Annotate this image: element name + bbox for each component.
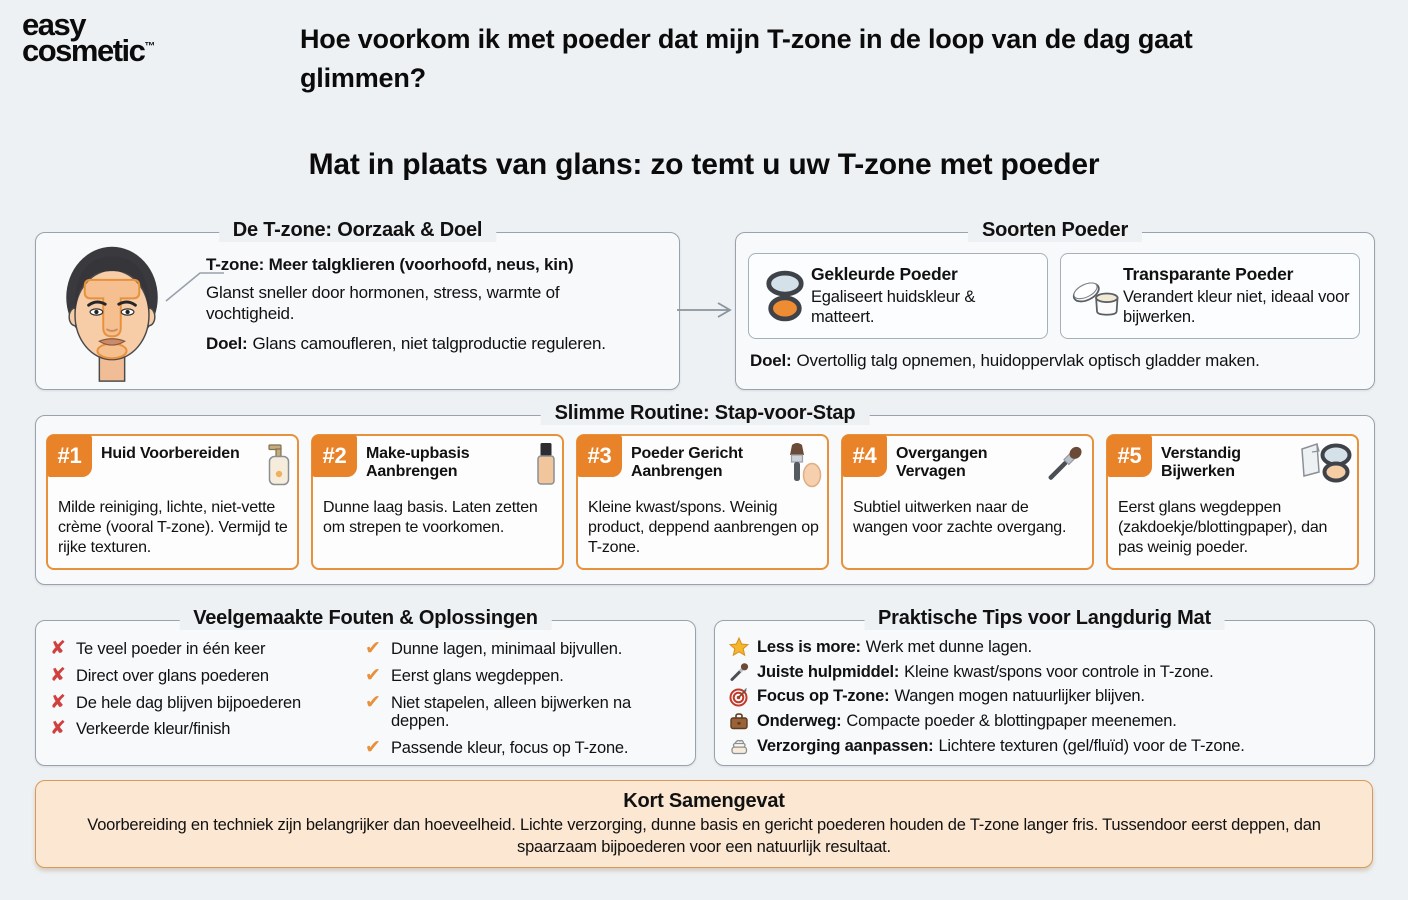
step-title: Verstandig Bijwerken <box>1161 445 1241 480</box>
powder-type-name: Gekleurde Poeder <box>811 264 958 285</box>
powder-type-desc: Egaliseert huidskleur & matteert. <box>811 288 976 326</box>
tzone-section-title: De T-zone: Oorzaak & Doel <box>219 219 497 242</box>
step-card-4 <box>841 434 1094 570</box>
solution-item: ✔ Passende kleur, focus op T-zone. <box>365 736 629 759</box>
cream-jar-icon <box>729 736 757 756</box>
x-mark-icon: ✘ <box>50 690 66 713</box>
logo-line1: easy <box>22 7 85 42</box>
powder-type-name: Transparante Poeder <box>1123 264 1294 285</box>
summary-text: Voorbereiding en techniek zijn belangrijker dan hoeveelheid. Lichte verzorging, dunne basis en gericht poederen houden de T-zone langer fris. Tussendoor eerst deppen, dan spaarzaam bijpoederen voor een natuurlijk resultaat. <box>87 816 1321 856</box>
routine-section-title: Slimme Routine: Stap-voor-Stap <box>541 402 870 425</box>
step-desc: Eerst glans wegdeppen (zakdoekje/blottingpaper), dan pas weinig poeder. <box>1118 499 1328 556</box>
tip-item: Onderweg: Compacte poeder & blottingpaper meenemen. <box>729 711 1364 732</box>
tip-item: Less is more: Werk met dunne lagen. <box>729 637 1364 658</box>
question-title: Hoe voorkom ik met poeder dat mijn T-zone in de loop van de dag gaat glimmen? <box>300 24 1193 94</box>
fouten-section-title: Veelgemaakte Fouten & Oplossingen <box>179 607 552 630</box>
step-desc: Subtiel uitwerken naar de wangen voor zachte overgang. <box>853 499 1067 536</box>
page-title: Mat in plaats van glans: zo temt u uw T-zone met poeder <box>308 148 1100 181</box>
mistake-item: ✘ Direct over glans poederen <box>50 663 269 686</box>
tip-item: Verzorging aanpassen: Lichtere texturen (gel/fluïd) voor de T-zone. <box>729 736 1364 757</box>
x-mark-icon: ✘ <box>50 637 66 659</box>
foundation-bottle-icon <box>535 441 557 492</box>
check-mark-icon: ✔ <box>365 690 381 713</box>
step-number-badge: #5 <box>1107 435 1152 477</box>
step-card-2 <box>311 434 564 570</box>
step-number-badge: #4 <box>842 435 887 477</box>
step-title: Poeder Gericht Aanbrengen <box>631 445 743 480</box>
check-mark-icon: ✔ <box>365 736 381 759</box>
tzone-section <box>35 219 680 390</box>
brand-logo <box>22 7 156 69</box>
solution-item: ✔ Eerst glans wegdeppen. <box>365 663 564 686</box>
face-tzone-illustration <box>48 239 176 385</box>
mistake-item: ✘ De hele dag blijven bijpoederen <box>50 690 301 713</box>
step-number-badge: #2 <box>312 435 357 477</box>
x-mark-icon: ✘ <box>50 663 66 686</box>
tip-item: Juiste hulpmiddel: Kleine kwast/spons voor controle in T-zone. <box>729 662 1364 683</box>
gekleurde-poeder-card <box>748 253 1048 339</box>
arrow-right-icon <box>676 300 736 320</box>
step-number-badge: #3 <box>577 435 622 477</box>
summary-title: Kort Samengevat <box>623 790 785 812</box>
step-title: Overgangen Vervagen <box>896 445 988 480</box>
tips-section <box>714 607 1375 766</box>
target-icon <box>729 687 757 707</box>
tips-section-title: Praktische Tips voor Langdurig Mat <box>864 607 1225 630</box>
mistake-item: ✘ Verkeerde kleur/finish <box>50 717 231 740</box>
trademark-symbol: ™ <box>144 40 156 53</box>
powder-type-desc: Verandert kleur niet, ideaal voor bijwerken. <box>1123 288 1350 326</box>
tzone-detail: Glanst sneller door hormonen, stress, warmte of vochtigheid. <box>206 283 560 324</box>
logo-line2: cosmetic <box>22 33 145 69</box>
transparante-poeder-card <box>1060 253 1360 339</box>
mistake-item: ✘ Te veel poeder in één keer <box>50 637 266 659</box>
blotting-paper-compact-icon <box>1296 441 1352 490</box>
check-mark-icon: ✔ <box>365 637 381 659</box>
fouten-section <box>35 607 696 766</box>
solution-item: ✔ Niet stapelen, alleen bijwerken na deppen. <box>365 690 631 731</box>
step-title: Huid Voorbereiden <box>101 445 240 462</box>
compact-powder-icon <box>759 270 811 322</box>
tzone-cause: T-zone: Meer talgklieren (voorhoofd, neus, kin) <box>206 255 574 274</box>
tip-item: Focus op T-zone: Wangen mogen natuurlijker blijven. <box>729 686 1364 707</box>
soorten-section-title: Soorten Poeder <box>968 219 1142 242</box>
angled-brush-icon <box>1041 441 1087 492</box>
tzone-doel-text: Glans camoufleren, niet talgproductie reguleren. <box>252 333 606 353</box>
check-mark-icon: ✔ <box>365 663 381 686</box>
soorten-doel-label: Doel: <box>750 351 792 370</box>
step-card-1 <box>46 434 299 570</box>
step-title: Make-upbasis Aanbrengen <box>366 445 470 480</box>
star-icon <box>729 637 757 657</box>
x-mark-icon: ✘ <box>50 717 66 740</box>
step-number-badge: #1 <box>47 435 92 477</box>
step-desc: Milde reiniging, lichte, niet-vette crème (vooral T-zone). Vermijd te rijke texturen. <box>58 499 288 556</box>
tzone-doel-label: Doel: <box>206 333 248 353</box>
mistakes-column <box>50 639 365 765</box>
step-desc: Dunne laag basis. Laten zetten om strepen te voorkomen. <box>323 499 538 536</box>
loose-powder-jar-icon <box>1071 274 1123 318</box>
soorten-doel-text: Overtollig talg opnemen, huidoppervlak optisch gladder maken. <box>796 351 1260 370</box>
solution-item: ✔ Dunne lagen, minimaal bijvullen. <box>365 637 623 659</box>
briefcase-icon <box>729 711 757 731</box>
step-card-3 <box>576 434 829 570</box>
step-desc: Kleine kwast/spons. Weinig product, deppend aanbrengen op T-zone. <box>588 499 819 556</box>
pump-bottle-icon <box>266 441 292 492</box>
routine-section <box>35 402 1375 585</box>
soorten-section <box>735 219 1375 390</box>
brush-and-sponge-icon <box>780 441 822 494</box>
solutions-column <box>365 639 680 765</box>
step-card-5 <box>1106 434 1359 570</box>
makeup-brush-icon <box>729 662 757 682</box>
summary-box <box>35 780 1373 868</box>
